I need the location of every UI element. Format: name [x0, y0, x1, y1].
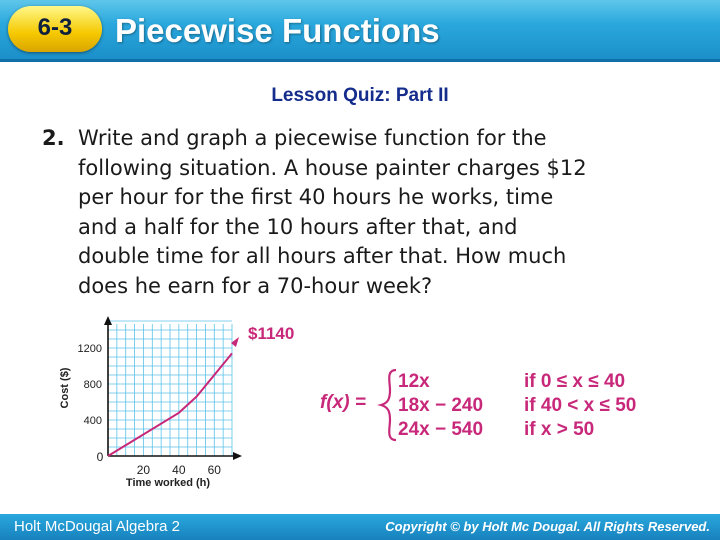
question-block [42, 124, 702, 301]
x-tick-label: 20 [136, 463, 151, 477]
question-line: following situation. A house painter charges $12 [78, 155, 587, 180]
question-number: 2. [42, 126, 65, 150]
question-line: double time for all hours after that. How much [78, 244, 567, 268]
x-tick-label: 60 [207, 463, 221, 477]
case-expr: 18x − 240 [398, 395, 484, 416]
question-line: Write and graph a piecewise function for the [78, 126, 547, 150]
x-axis-label: Time worked (h) [125, 477, 211, 489]
y-axis-arrow [104, 316, 112, 325]
case-expr: 24x − 540 [398, 419, 484, 440]
quiz-subtitle: Lesson Quiz: Part II [271, 85, 449, 106]
chart-grid [108, 321, 232, 456]
header-bar [0, 0, 720, 62]
footer-copyright: Copyright © by Holt Mc Dougal. All Rights Reserved. [385, 519, 710, 534]
answer-label: $1140 [248, 324, 295, 343]
case-condition: if x > 50 [524, 419, 595, 440]
question-line: per hour for the first 40 hours he works, time [78, 185, 554, 209]
answer-figure [0, 310, 720, 510]
x-axis-arrow [233, 452, 242, 460]
x-tick-label: 40 [172, 463, 186, 477]
question-line: does he earn for a 70-hour week? [78, 273, 433, 298]
origin-label: 0 [96, 450, 104, 464]
footer-publisher: Holt McDougal Algebra 2 [14, 518, 180, 535]
case-condition: if 0 ≤ x ≤ 40 [524, 371, 626, 392]
function-brace [381, 370, 396, 440]
case-condition: if 40 < x ≤ 50 [524, 395, 637, 416]
lesson-badge [8, 6, 102, 52]
y-tick-label: 1200 [77, 343, 102, 355]
page-title: Piecewise Functions [115, 12, 440, 49]
y-tick-label: 400 [83, 415, 102, 427]
function-lhs: f(x) = [320, 392, 366, 413]
case-expr: 12x [398, 371, 430, 392]
y-tick-label: 800 [83, 379, 102, 391]
question-line: and a half for the 10 hours after that, and [78, 214, 518, 239]
question-first-line [42, 124, 702, 154]
y-axis-label: Cost ($) [59, 367, 71, 409]
lesson-number: 6-3 [37, 14, 73, 41]
footer-bar [0, 514, 720, 540]
